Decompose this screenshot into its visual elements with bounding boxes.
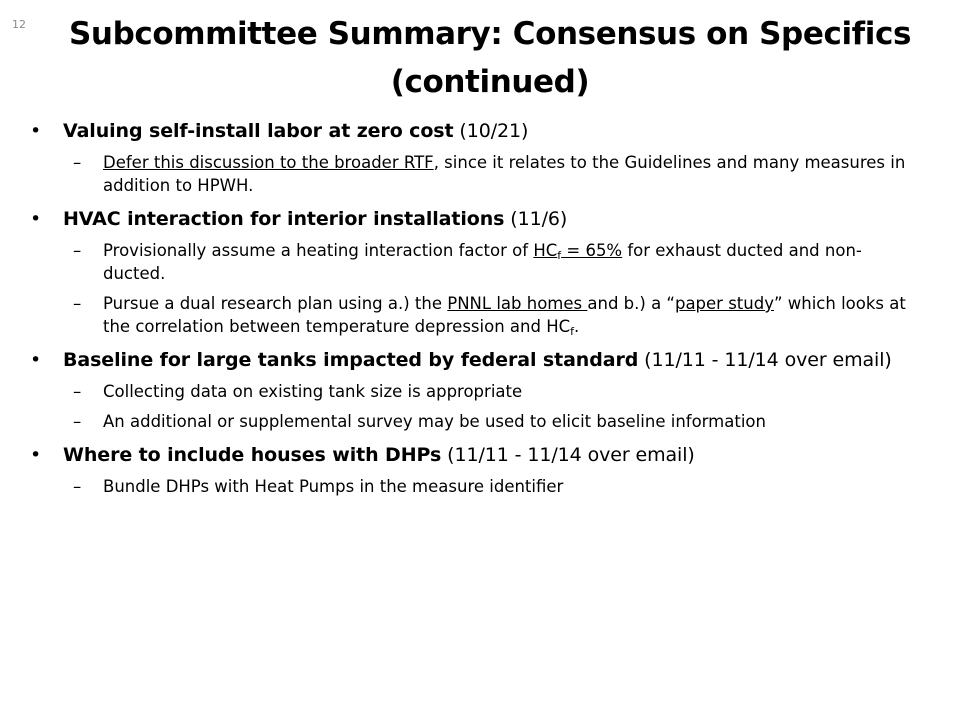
- sub-bullet-text: An additional or supplemental survey may be used to elicit baseline information: [103, 412, 766, 431]
- bullet-marker: •: [30, 349, 42, 371]
- sub-bullet-defer-discussion: [0, 151, 960, 197]
- hc-label: HC: [533, 241, 558, 260]
- hc-subscript: f: [570, 325, 574, 338]
- bullet-heading: Where to include houses with DHPs: [63, 444, 442, 466]
- sub-bullet-heating-factor: [0, 239, 960, 285]
- bullet-marker: •: [30, 444, 42, 466]
- bullet-baseline-large-tanks: [0, 347, 960, 374]
- sub-bullet-text: Pursue a dual research plan using a.) the: [103, 294, 448, 313]
- sub-bullet-text: Bundle DHPs with Heat Pumps in the measure identifier: [103, 477, 564, 496]
- underlined-text: paper study: [674, 294, 774, 313]
- dash-marker: –: [73, 382, 82, 401]
- sub-bullet-text: and b.) a “: [587, 294, 675, 313]
- sub-bullet-bundle-dhps: [0, 475, 960, 498]
- hc-subscript: f: [557, 249, 562, 262]
- dash-marker: –: [73, 294, 82, 313]
- dash-marker: –: [73, 477, 82, 496]
- bullet-hvac-interaction: [0, 206, 960, 233]
- bullet-date: (11/11 - 11/14 over email): [441, 444, 695, 466]
- sub-bullet-text: Collecting data on existing tank size is appropriate: [103, 382, 523, 401]
- sub-bullet-text: for exhaust ducted and non-ducted.: [103, 241, 862, 283]
- bullet-heading: Valuing self-install labor at zero cost: [63, 120, 454, 142]
- bullet-date: (11/11 - 11/14 over email): [638, 349, 892, 371]
- underlined-text: [533, 241, 622, 260]
- dash-marker: –: [73, 412, 82, 431]
- dash-marker: –: [73, 241, 82, 260]
- slide-number: 12: [12, 18, 26, 31]
- bullet-marker: •: [30, 120, 42, 142]
- slide-title: Subcommittee Summary: Consensus on Specifics (continued): [68, 16, 912, 100]
- dash-marker: –: [73, 153, 82, 172]
- sub-bullet-text: ” which looks at the correlation between temperature depression and HC: [103, 294, 906, 336]
- bullet-date: (11/6): [504, 208, 568, 230]
- sub-bullet-text: Provisionally assume a heating interaction factor of: [103, 241, 534, 260]
- bullet-heading: Baseline for large tanks impacted by federal standard: [63, 349, 639, 371]
- bullet-heading: HVAC interaction for interior installations: [63, 208, 505, 230]
- bullet-self-install-labor: [0, 118, 960, 145]
- bullet-date: (10/21): [453, 120, 529, 142]
- bullet-dhp-houses: [0, 442, 960, 469]
- bullet-marker: •: [30, 208, 42, 230]
- slide-body: [0, 118, 960, 507]
- underlined-text: PNNL lab homes: [447, 294, 588, 313]
- sub-bullet-dual-research: [0, 292, 960, 338]
- sub-bullet-text: .: [574, 317, 580, 336]
- sub-bullet-supplemental-survey: [0, 410, 960, 433]
- sub-bullet-collecting-data: [0, 380, 960, 403]
- sub-bullet-text: , since it relates to the Guidelines and many measures in addition to HPWH.: [103, 153, 906, 195]
- underlined-text: Defer this discussion to the broader RTF: [103, 153, 434, 172]
- hc-value: = 65%: [561, 241, 623, 260]
